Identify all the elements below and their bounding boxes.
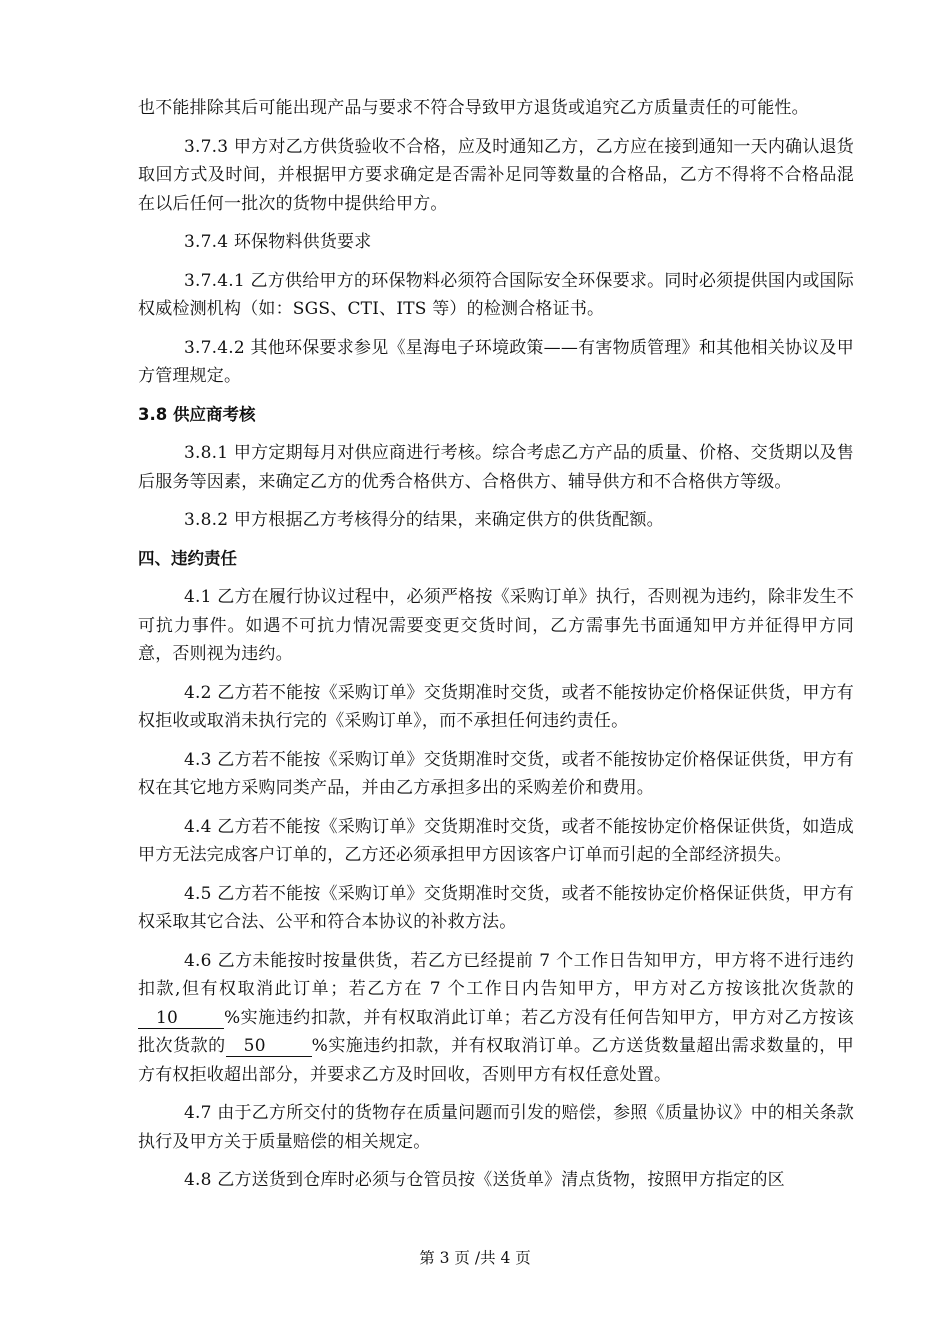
page-number-footer: 第 3 页 /共 4 页: [419, 1249, 531, 1267]
paragraph-continuation: 也不能排除其后可能出现产品与要求不符合导致甲方退货或追究乙方质量责任的可能性。: [138, 98, 809, 118]
clause-4-7: 4.7 由于乙方所交付的货物存在质量问题而引发的赔偿，参照《质量协议》中的相关条款执行及甲方关于质量赔偿的相关规定。: [138, 1103, 854, 1152]
penalty-rate-blank-2: 50: [226, 1036, 312, 1057]
clause-4-6-part-2: %实施违约扣款，并有权取消此订单；若乙方没有任何告知甲方，甲方对乙方按该批次货款的: [138, 1007, 854, 1056]
clause-3-7-3: 3.7.3 甲方对乙方供货验收不合格，应及时通知乙方，乙方应在接到通知一天内确认退货取回方式及时间，并根据甲方要求确定是否需补足同等数量的合格品，乙方不得将不合格品混在以后任何一批次的货物中提供给甲方。: [138, 136, 854, 214]
clause-4-3: 4.3 乙方若不能按《采购订单》交货期准时交货，或者不能按协定价格保证供货，甲方有权在其它地方采购同类产品，并由乙方承担多出的采购差价和费用。: [138, 749, 854, 798]
clause-4-4: 4.4 乙方若不能按《采购订单》交货期准时交货，或者不能按协定价格保证供货，如造成甲方无法完成客户订单的，乙方还必须承担甲方因该客户订单而引起的全部经济损失。: [138, 816, 854, 865]
section-heading-4: 四、违约责任: [138, 548, 237, 568]
clause-4-1: 4.1 乙方在履行协议过程中，必须严格按《采购订单》执行，否则视为违约，除非发生不可抗力事件。如遇不可抗力情况需要变更交货时间，乙方需事先书面通知甲方并征得甲方同意，否则视为违约。: [138, 587, 854, 664]
section-heading-3-8: 3.8 供应商考核: [138, 404, 256, 424]
clause-4-6-part-3: %实施违约扣款，并有权取消订单。乙方送货数量超出需求数量的，甲方有权拒收超出部分，并要求乙方及时回收，否则甲方有权任意处置。: [138, 1036, 855, 1085]
clause-4-6-part-1: 4.6 乙方未能按时按量供货，若乙方已经提前 7 个工作日告知甲方，甲方将不进行违约扣款,但有权取消此订单；若乙方在 7 个工作日内告知甲方，甲方对乙方按该批次货款的: [138, 950, 854, 999]
clause-4-2: 4.2 乙方若不能按《采购订单》交货期准时交货，或者不能按协定价格保证供货，甲方有权拒收或取消未执行完的《采购订单》，而不承担任何违约责任。: [138, 682, 854, 731]
document-body: [138, 94, 854, 1205]
clause-4-5: 4.5 乙方若不能按《采购订单》交货期准时交货，或者不能按协定价格保证供货，甲方有权采取其它合法、公平和符合本协议的补救方法。: [138, 883, 854, 932]
clause-4-6: [138, 947, 854, 1090]
penalty-rate-blank-1: 10: [138, 1008, 224, 1029]
clause-4-8: 4.8 乙方送货到仓库时必须与仓管员按《送货单》清点货物，按照甲方指定的区: [184, 1170, 785, 1190]
clause-3-8-1: 3.8.1 甲方定期每月对供应商进行考核。综合考虑乙方产品的质量、价格、交货期以及售后服务等因素，来确定乙方的优秀合格供方、合格供方、辅导供方和不合格供方等级。: [138, 443, 854, 492]
clause-3-7-4-1: 3.7.4.1 乙方供给甲方的环保物料必须符合国际安全环保要求。同时必须提供国内或国际权威检测机构（如：SGS、CTI、ITS 等）的检测合格证书。: [138, 270, 854, 319]
clause-3-8-2: 3.8.2 甲方根据乙方考核得分的结果，来确定供方的供货配额。: [184, 510, 664, 530]
clause-3-7-4-2: 3.7.4.2 其他环保要求参见《星海电子环境政策——有害物质管理》和其他相关协议及甲方管理规定。: [138, 337, 854, 386]
clause-3-7-4: 3.7.4 环保物料供货要求: [184, 232, 372, 252]
